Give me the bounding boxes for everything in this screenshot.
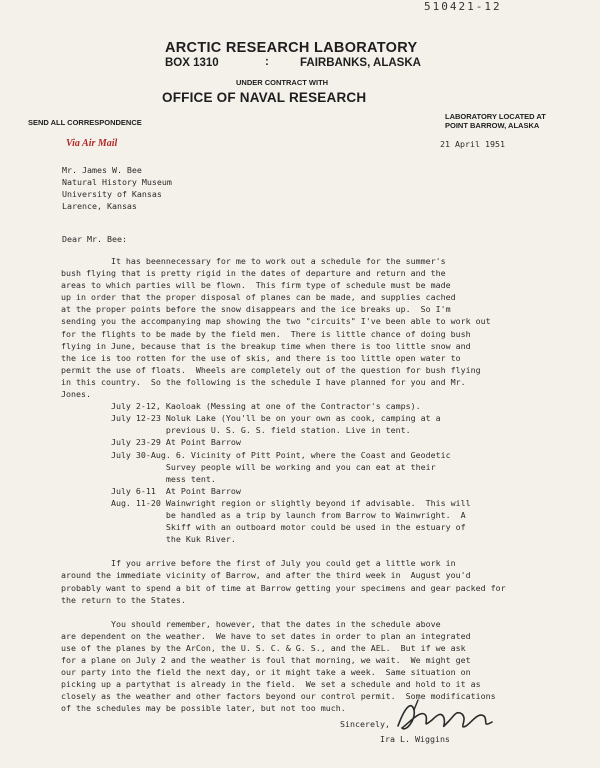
recipient-address [62, 164, 172, 212]
body-line [61, 545, 506, 557]
salutation: Dear Mr. Bee: [62, 234, 127, 244]
signer-name: Ira L. Wiggins [380, 734, 450, 744]
body-line: our party into the field the next day, or it might take a week. Same situation on [61, 667, 471, 678]
letterhead-separator: : [265, 56, 269, 68]
body-line: July 12-23 Noluk Lake (You'll be on your own as cook, camping at a [61, 413, 441, 424]
recipient-name: Mr. James W. Bee [62, 165, 142, 175]
body-line: July 6-11 At Point Barrow [61, 485, 241, 496]
body-line: July 23-29 At Point Barrow [61, 437, 241, 448]
body-line: You should remember, however, that the dates in the schedule above [61, 618, 441, 629]
body-line [61, 606, 506, 618]
recipient-org: Natural History Museum [62, 177, 172, 188]
body-line: areas to which parties will be flown. This firm type of schedule must be made [61, 280, 451, 291]
letter-date: 21 April 1951 [440, 139, 505, 149]
letterhead-city: FAIRBANKS, ALASKA [300, 57, 421, 69]
letterhead-box: BOX 1310 [165, 57, 219, 69]
letter-body [61, 255, 506, 715]
handwritten-signature [392, 698, 502, 738]
recipient-university: University of Kansas [62, 189, 162, 200]
body-line: around the immediate vicinity of Barrow, and after the third week in August you'd [61, 570, 471, 581]
body-line: up in order that the proper disposal of planes can be made, and supplies cached [61, 292, 456, 303]
closing: Sincerely, [340, 719, 390, 729]
body-line: the ice is too rotten for the use of skis, and there is too little open water to [61, 352, 461, 363]
body-line: If you arrive before the first of July you could get a little work in [61, 558, 456, 569]
body-line: for the flights to be made by the field men. There is little chance of doing bush [61, 328, 471, 339]
body-line: probably want to spend a bit of time at Barrow getting your specimens and gear packed for [61, 582, 506, 593]
body-line: July 2-12, Kaoloak (Messing at one of the Contractor's camps). [61, 401, 421, 412]
letterhead-location-1: LABORATORY LOCATED AT [445, 112, 546, 121]
body-line: the Kuk River. [61, 534, 236, 545]
body-line: July 30-Aug. 6. Vicinity of Pitt Point, where the Coast and Geodetic [61, 449, 451, 460]
archive-number: 510421-12 [424, 0, 502, 13]
letterhead-under-contract: UNDER CONTRACT WITH [236, 78, 329, 87]
body-line: closely as the weather and other factors beyond our control permit. Some modifications [61, 691, 496, 702]
letterhead-org: ARCTIC RESEARCH LABORATORY [165, 40, 418, 56]
body-line: previous U. S. G. S. field station. Live in tent. [61, 425, 411, 436]
body-line: It has beennecessary for me to work out a schedule for the summer's [61, 256, 446, 266]
letterhead-send-correspondence: SEND ALL CORRESPONDENCE [28, 118, 142, 127]
body-line: be handled as a trip by launch from Barrow to Wainwright. A [61, 509, 466, 520]
body-line: the return to the States. [61, 594, 186, 605]
body-line: Jones. [61, 389, 91, 400]
via-air-mail: Via Air Mail [66, 138, 118, 149]
body-line: Aug. 11-20 Wainwright region or slightly beyond if advisable. This will [61, 497, 471, 508]
body-line: in this country. So the following is the schedule I have planned for you and Mr. [61, 376, 466, 387]
body-line: of the schedules may be possible later, but not too much. [61, 703, 346, 714]
body-line: picking up a partythat is already in the field. We set a schedule and hold to it as [61, 679, 481, 690]
body-line: mess tent. [61, 473, 216, 484]
body-line: are dependent on the weather. We have to set dates in order to plan an integrated [61, 630, 471, 641]
letterhead-office: OFFICE OF NAVAL RESEARCH [162, 90, 367, 105]
letterhead-location-2: POINT BARROW, ALASKA [445, 121, 540, 130]
body-line: use of the planes by the ArCon, the U. S. C. & G. S., and the AEL. But if we ask [61, 643, 466, 653]
body-line: Skiff with an outboard motor could be used in the estuary of [61, 522, 466, 533]
body-line: at the proper points before the snow disappears and the ice breaks up. So I'm [61, 304, 451, 315]
body-line: flying in June, because that is the breakup time when there is too little snow and [61, 340, 471, 351]
body-line: for a plane on July 2 and the weather is foul that morning, we wait. We might get [61, 655, 471, 666]
body-line: Survey people will be working and you can eat at their [61, 461, 436, 472]
body-line: bush flying that is pretty rigid in the dates of departure and return and the [61, 268, 446, 279]
body-line: permit the use of floats. Wheels are completely out of the question for bush flying [61, 364, 481, 375]
body-line: sending you the accompanying map showing the two "circuits" I've been able to work out [61, 316, 491, 327]
recipient-city: Larence, Kansas [62, 201, 137, 212]
